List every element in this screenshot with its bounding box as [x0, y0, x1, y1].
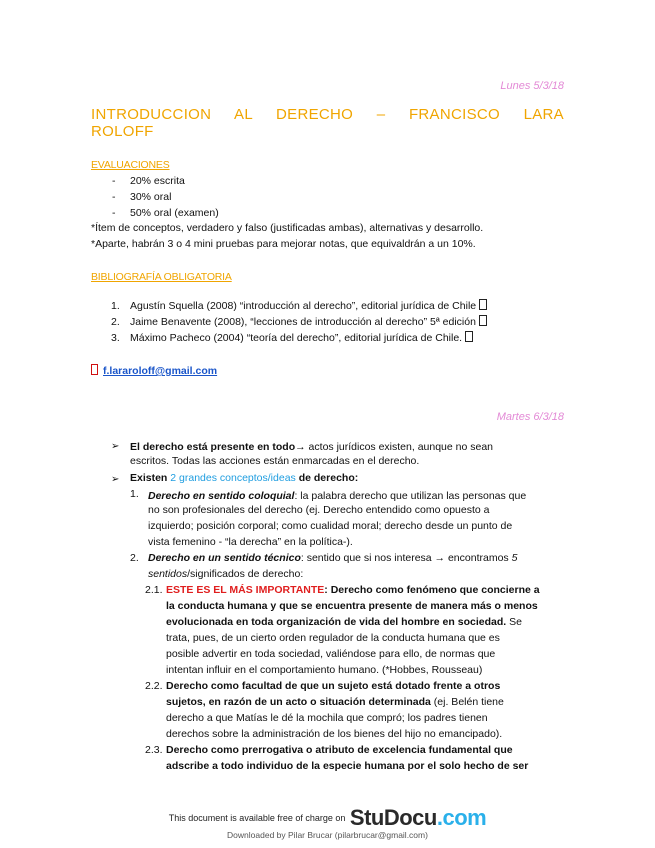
subitem-2-3: Derecho como prerrogativa o atributo de excelencia fundamental que — [166, 744, 513, 756]
checkbox-icon — [479, 299, 487, 310]
email-line — [91, 364, 217, 377]
text-line: sentidos/significados de derecho: — [148, 568, 304, 580]
bibliografia-list — [111, 299, 487, 347]
mail-icon — [91, 364, 98, 375]
item-sentido-coloquial: Derecho en sentido coloquial: la palabra derecho que utilizan las personas que — [148, 490, 527, 502]
evaluacion-note: *Ítem de conceptos, verdadero y falso (justificadas ambas), alternativas y desarrollo. — [91, 222, 484, 234]
footer-studocu — [0, 805, 655, 831]
text-line: intentan influir en el comportamiento humano. (*Hobbes, Rousseau) — [166, 664, 483, 676]
evaluacion-item: - 30% oral — [112, 191, 172, 203]
evaluacion-note: *Aparte, habrán 3 o 4 mini pruebas para mejorar notas, que equivaldrán a un 10%. — [91, 238, 476, 250]
text-line: posible advertir en toda sociedad, valiéndose para ello, de normas que — [166, 648, 496, 660]
text-line: trata, pues, de un cierto orden regulador de la conducta humana que es — [166, 632, 500, 644]
date-martes: Martes 6/3/18 — [496, 411, 564, 423]
text-line: vista femenino - “la derecha” en la política-). — [148, 536, 353, 548]
text-line: sujetos, en razón de un acto o situación determinada (ej. Belén tiene — [166, 696, 504, 708]
bullet-derecho-presente: El derecho está presente en todo→ actos jurídicos existen, aunque no sean — [130, 441, 494, 453]
list-item: 3. Máximo Pacheco (2004) “teoría del derecho”, editorial jurídica de Chile. — [111, 331, 487, 347]
bullet-existen: Existen 2 grandes conceptos/ideas de derecho: — [130, 472, 359, 484]
bibliografia-heading: BIBLIOGRAFÍA OBLIGATORIA — [91, 271, 232, 283]
item-sentido-tecnico: Derecho en un sentido técnico: sentido que si nos interesa → encontramos 5 — [148, 552, 518, 564]
checkbox-icon — [465, 331, 473, 342]
footer-text: This document is available free of charge on — [168, 813, 346, 823]
list-item: 2. Jaime Benavente (2008), “lecciones de introducción al derecho” 5ª edición — [111, 315, 487, 331]
studocu-logo[interactable]: StuDocu.com — [349, 805, 487, 830]
evaluaciones-heading: EVALUACIONES — [91, 159, 170, 171]
page-title: INTRODUCCION AL DERECHO – FRANCISCO LARA ROLOFF — [91, 106, 564, 140]
arrow-bullet-icon: ➢ — [111, 441, 120, 452]
list-number: 2.2. — [145, 680, 163, 692]
email-link[interactable]: f.lararoloff@gmail.com — [103, 365, 218, 377]
text-line: izquierdo; posición corporal; como cualidad moral; derecho desde un punto de — [148, 520, 513, 532]
checkbox-icon — [479, 315, 487, 326]
evaluacion-item: - 50% oral (examen) — [112, 207, 219, 219]
text-line: derecho a que Matías le dé la mochila que compró; los padres tienen — [166, 712, 488, 724]
text-line: no son profesionales del derecho (ej. Derecho entendido como opuesto a — [148, 504, 490, 516]
list-item: 1. Agustín Squella (2008) “introducción al derecho”, editorial jurídica de Chile — [111, 299, 487, 315]
text-line: adscribe a todo individuo de la especie humana por el solo hecho de ser — [166, 760, 529, 772]
text-line: la conducta humana y que se encuentra presente de manera más o menos — [166, 600, 538, 612]
date-lunes: Lunes 5/3/18 — [500, 80, 564, 92]
subitem-2-1: ESTE ES EL MÁS IMPORTANTE: Derecho como fenómeno que concierne a — [166, 584, 540, 596]
list-number: 1. — [130, 488, 139, 500]
text-line: derechos sobre la administración de los bienes del hijo no emancipado). — [166, 728, 503, 740]
evaluacion-item: - 20% escrita — [112, 175, 185, 187]
subitem-2-2: Derecho como facultad de que un sujeto está dotado frente a otros — [166, 680, 501, 692]
text-line: evolucionada en toda organización de vida del hombre en sociedad. Se — [166, 616, 522, 628]
arrow-bullet-icon: ➢ — [111, 474, 120, 485]
footer-download-info: Downloaded by Pilar Brucar (pilarbrucar@gmail.com) — [227, 830, 428, 840]
list-number: 2.3. — [145, 744, 163, 756]
list-number: 2.1. — [145, 584, 163, 596]
bullet-derecho-presente-cont: escritos. Todas las acciones están enmarcadas en el derecho. — [130, 455, 420, 467]
list-number: 2. — [130, 552, 139, 564]
